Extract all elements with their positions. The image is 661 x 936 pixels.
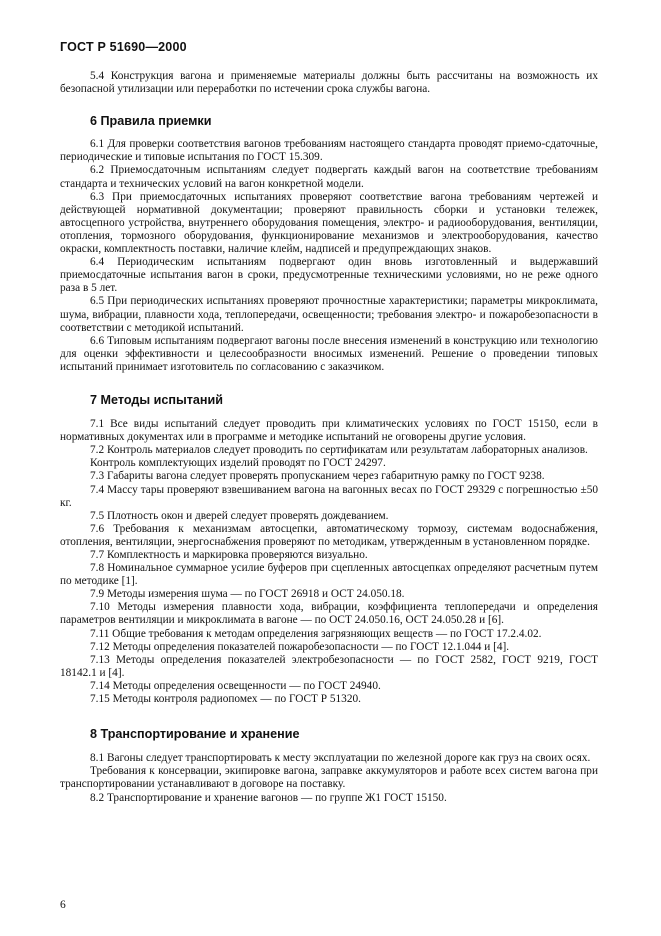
paragraph-7-2: 7.2 Контроль материалов следует проводить по сертификатам или результатам лабораторных анализов. — [90, 444, 588, 457]
paragraph-7-4: 7.4 Массу тары проверяют взвешиванием вагона на вагонных весах по ГОСТ 29329 с погрешностью ±50 кг. — [60, 483, 598, 509]
paragraph-7-7: 7.7 Комплектность и маркировка проверяются визуально. — [90, 549, 368, 561]
paragraph-8-2: 8.2 Транспортирование и хранение вагонов — по группе Ж1 ГОСТ 15150. — [90, 791, 447, 804]
paragraph-6-2: 6.2 Приемосдаточным испытаниям следует подвергать каждый вагон на соответствие требованиям стандарта и технических условий на вагон конкретной модели. — [60, 164, 598, 190]
paragraph-7-12: 7.12 Методы определения показателей пожаробезопасности — по ГОСТ 12.1.044 и [4]. — [90, 640, 510, 653]
document-header: ГОСТ Р 51690—2000 — [60, 40, 187, 54]
paragraph-6-6: 6.6 Типовым испытаниям подвергают вагоны после внесения изменений в конструкцию или технологию для оценки эффективности и целесообразности вносимых изменений. Решение о проведении типовых испытаний принимает изготовитель по согласованию с заказчиком. — [60, 334, 598, 373]
paragraph-7-15: 7.15 Методы контроля радиопомех — по ГОСТ Р 51320. — [90, 693, 361, 706]
paragraph-7-13: 7.13 Методы определения показателей электробезопасности — по ГОСТ 2582, ГОСТ 9219, ГОСТ 18142.1 и [4]. — [60, 653, 598, 679]
paragraph-7-2-components: Контроль комплектующих изделий проводят по ГОСТ 24297. — [90, 457, 386, 470]
paragraph-7-11: 7.11 Общие требования к методам определения загрязняющих веществ — по ГОСТ 17.2.4.02. — [90, 627, 542, 640]
section-6-title: 6 Правила приемки — [90, 114, 212, 129]
paragraph-7-8: 7.8 Номинальное суммарное усилие буферов при сцепленных автосцепках определяют расчетным путем по методике [1]. — [60, 562, 598, 588]
paragraph-6-4: 6.4 Периодическим испытаниям подвергают один вновь изготовленный и выдержавший приемосдаточные испытания вагон в сроки, предусмотренные техническими условиями, но не реже одного раза в 5 лет. — [60, 256, 598, 295]
paragraph-6-3: 6.3 При приемосдаточных испытаниях проверяют соответствие вагона требованиям чертежей и действующей нормативной документации; проверяют правильность сборки и установки тележек, автосцепного устройства, внутреннего оборудования помещения, электро- и радиооборудования, вентиляции, отопления, тормозного оборудования, функционирование механизмов и электрооборудования, качество окраски, комплектность поставки, наличие клейм, надписей и предупреждающих знаков. — [60, 190, 598, 256]
paragraph-8-1: 8.1 Вагоны следует транспортировать к месту эксплуатации по железной дороге как груз на своих осях. — [90, 752, 591, 765]
paragraph-8-1-conservation: Требования к консервации, экипировке вагона, заправке аккумуляторов и работе всех систем вагона при транспортировании устанавливают в договоре на поставку. — [60, 765, 598, 791]
paragraph-7-5: 7.5 Плотность окон и дверей следует проверять дождеванием. — [90, 509, 389, 522]
page-number: 6 — [60, 899, 66, 911]
paragraph-7-3: 7.3 Габариты вагона следует проверять пропусканием через габаритную рамку по ГОСТ 9238. — [90, 470, 545, 483]
paragraph-6-5: 6.5 При периодических испытаниях проверяют прочностные характеристики; параметры микроклимата, шума, вибрации, плавности хода, теплопередачи, освещенности; требования электро- и пожаробезопасности в соответствии с методикой испытаний. — [60, 295, 598, 334]
paragraph-7-1: 7.1 Все виды испытаний следует проводить при климатических условиях по ГОСТ 15150, если в нормативных документах или в программе и методике испытаний не оговорены другие условия. — [60, 418, 598, 444]
paragraph-5-4: 5.4 Конструкция вагона и применяемые материалы должны быть рассчитаны на возможность их безопасной утилизации или переработки по истечении срока службы вагона. — [60, 70, 598, 96]
document-body — [60, 70, 598, 805]
section-7-title: 7 Методы испытаний — [90, 392, 223, 407]
paragraph-7-9: 7.9 Методы измерения шума — по ГОСТ 26918 и ОСТ 24.050.18. — [90, 588, 405, 601]
section-8-title: 8 Транспортирование и хранение — [90, 727, 300, 742]
paragraph-6-1: 6.1 Для проверки соответствия вагонов требованиям настоящего стандарта проводят приемо-сдаточные, периодические и типовые испытания по ГОСТ 15.309. — [60, 138, 598, 164]
paragraph-7-10: 7.10 Методы измерения плавности хода, вибрации, коэффициента теплопередачи и определения параметров вентиляции и микроклимата в вагоне — по ОСТ 24.050.16, ОСТ 24.050.28 и [6]. — [60, 601, 598, 627]
paragraph-7-6: 7.6 Требования к механизмам автосцепки, автоматическому тормозу, системам водоснабжения, отопления, вентиляции, энергоснабжения проверяют по методикам, утвержденным в установленном порядке. — [60, 522, 598, 548]
paragraph-7-14: 7.14 Методы определения освещенности — по ГОСТ 24940. — [90, 679, 381, 692]
